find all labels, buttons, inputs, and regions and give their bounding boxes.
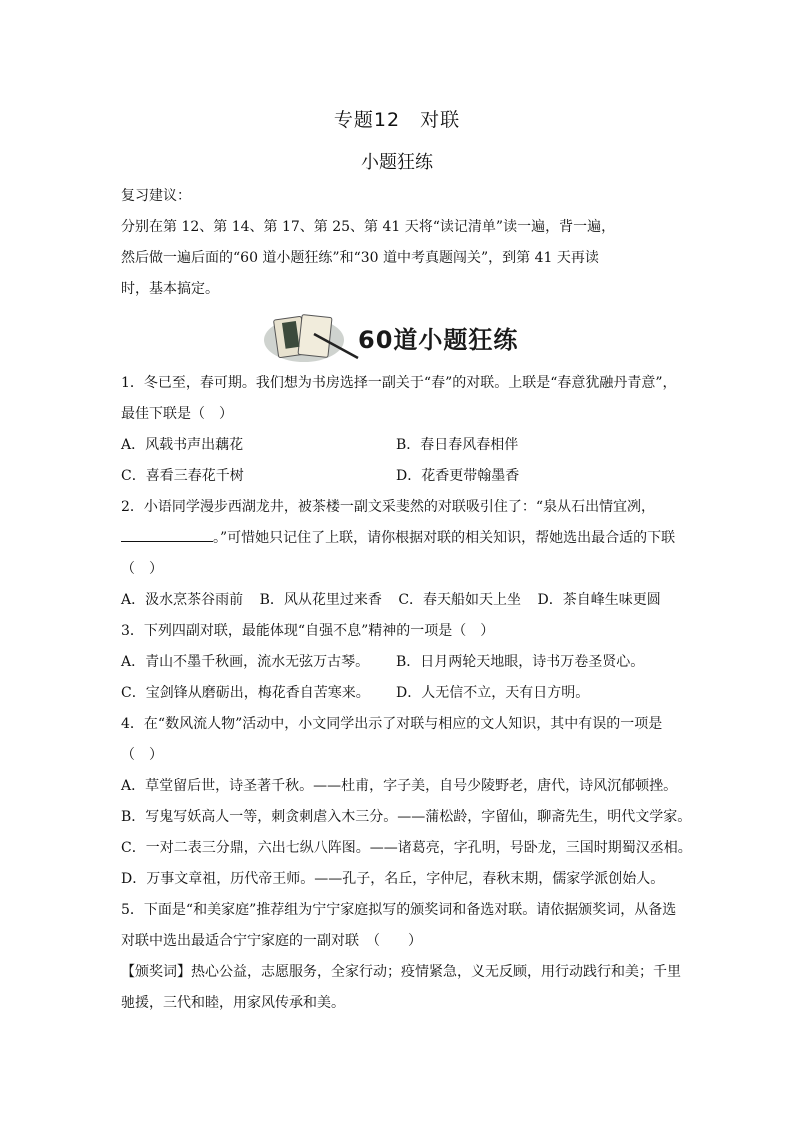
q2-option-a: A．汲水烹茶谷雨前: [121, 592, 244, 608]
page-title: 专题12 对联: [333, 109, 461, 131]
q3-option-d: D．人无信不立，天有日方明。: [396, 685, 590, 701]
q2-stem-3: （ ）: [121, 561, 163, 577]
q4-option-b: B．写鬼写妖高人一等，刺贪刺虐入木三分。——蒲松龄，字留仙，聊斋先生，明代文学家。: [121, 809, 692, 825]
questions-section: [121, 368, 692, 1019]
q1-stem-2: 最佳下联是（ ）: [121, 406, 233, 422]
page-subtitle: 小题狂练: [361, 152, 433, 173]
q1-options-row-1: [121, 430, 681, 461]
q4-option-d: D．万事文章祖，历代帝王师。——孔子，名丘，字仲尼，春秋末期，儒家学派创始人。: [121, 871, 665, 887]
q3-option-b: B．日月两轮天地眼，诗书万卷圣贤心。: [396, 654, 645, 670]
q1-options-row-2: [121, 461, 681, 492]
intro-line-1: 分别在第 12、第 14、第 17、第 25、第 41 天将“读记清单”读一遍，背一遍，: [121, 219, 616, 235]
intro-line-2: 然后做一遍后面的“60 道小题狂练”和“30 道中考真题闯关”，到第 41 天再读: [121, 250, 599, 266]
q2-options-row: [121, 585, 681, 616]
q1-option-d: D．花香更带翰墨香: [396, 468, 520, 484]
q1-option-a: A．风载书声出藕花: [121, 437, 244, 453]
q3-options-row-2: [121, 678, 681, 709]
q4-stem-1: 4．在“数风流人物”活动中，小文同学出示了对联与相应的文人知识，其中有误的一项是: [121, 716, 663, 732]
q3-options-row-1: [121, 647, 681, 678]
q3-stem: 3．下列四副对联，最能体现“自强不息”精神的一项是（ ）: [121, 623, 495, 639]
intro-section: [121, 181, 681, 305]
q3-option-a: A．青山不墨千秋画，流水无弦万古琴。: [121, 654, 370, 670]
q1-option-b: B．春日春风春相伴: [396, 437, 519, 453]
q2-option-c: C．春天船如天上坐: [398, 592, 522, 608]
q5-award-2: 驰援，三代和睦，用家风传承和美。: [121, 995, 345, 1011]
book-scroll-icon: [262, 308, 362, 366]
q2-stem-1: 2．小语同学漫步西湖龙井，被茶楼一副文采斐然的对联吸引住了：“泉从石出情宜冽，: [121, 499, 656, 515]
q4-stem-2: （ ）: [121, 747, 163, 763]
answer-blank: [121, 523, 213, 542]
q1-option-c: C．喜看三春花千树: [121, 468, 244, 484]
q4-option-a: A．草堂留后世，诗圣著千秋。——杜甫，字子美，自号少陵野老，唐代，诗风沉郁顿挫。: [121, 778, 678, 794]
banner-text: 60道小题狂练: [358, 326, 519, 354]
q5-stem-1: 5．下面是“和美家庭”推荐组为宁宁家庭拟写的颁奖词和备选对联。请依据颁奖词，从备选: [121, 902, 677, 918]
q2-option-b: B．风从花里过来香: [259, 592, 382, 608]
q1-stem-1: 1．冬已至，春可期。我们想为书房选择一副关于“春”的对联。上联是“春意犹融丹青意”，: [121, 375, 677, 391]
q5-award-1: 【颁奖词】热心公益，志愿服务，全家行动；疫情紧急，义无反顾，用行动践行和美；千里: [121, 964, 681, 980]
q2-stem-2: 。”可惜她只记住了上联，请你根据对联的相关知识，帮她选出最合适的下联: [121, 523, 681, 554]
section-banner: [262, 308, 532, 366]
q3-option-c: C．宝剑锋从磨砺出，梅花香自苦寒来。: [121, 685, 370, 701]
q4-option-c: C．一对二表三分鼎，六出七纵八阵图。——诸葛亮，字孔明，号卧龙，三国时期蜀汉丞相。: [121, 840, 692, 856]
intro-label: 复习建议：: [121, 188, 191, 204]
q5-stem-2: 对联中选出最适合宁宁家庭的一副对联 （ ）: [121, 933, 422, 949]
q2-option-d: D．茶自峰生味更圆: [537, 592, 661, 608]
intro-line-3: 时，基本搞定。: [121, 281, 219, 297]
